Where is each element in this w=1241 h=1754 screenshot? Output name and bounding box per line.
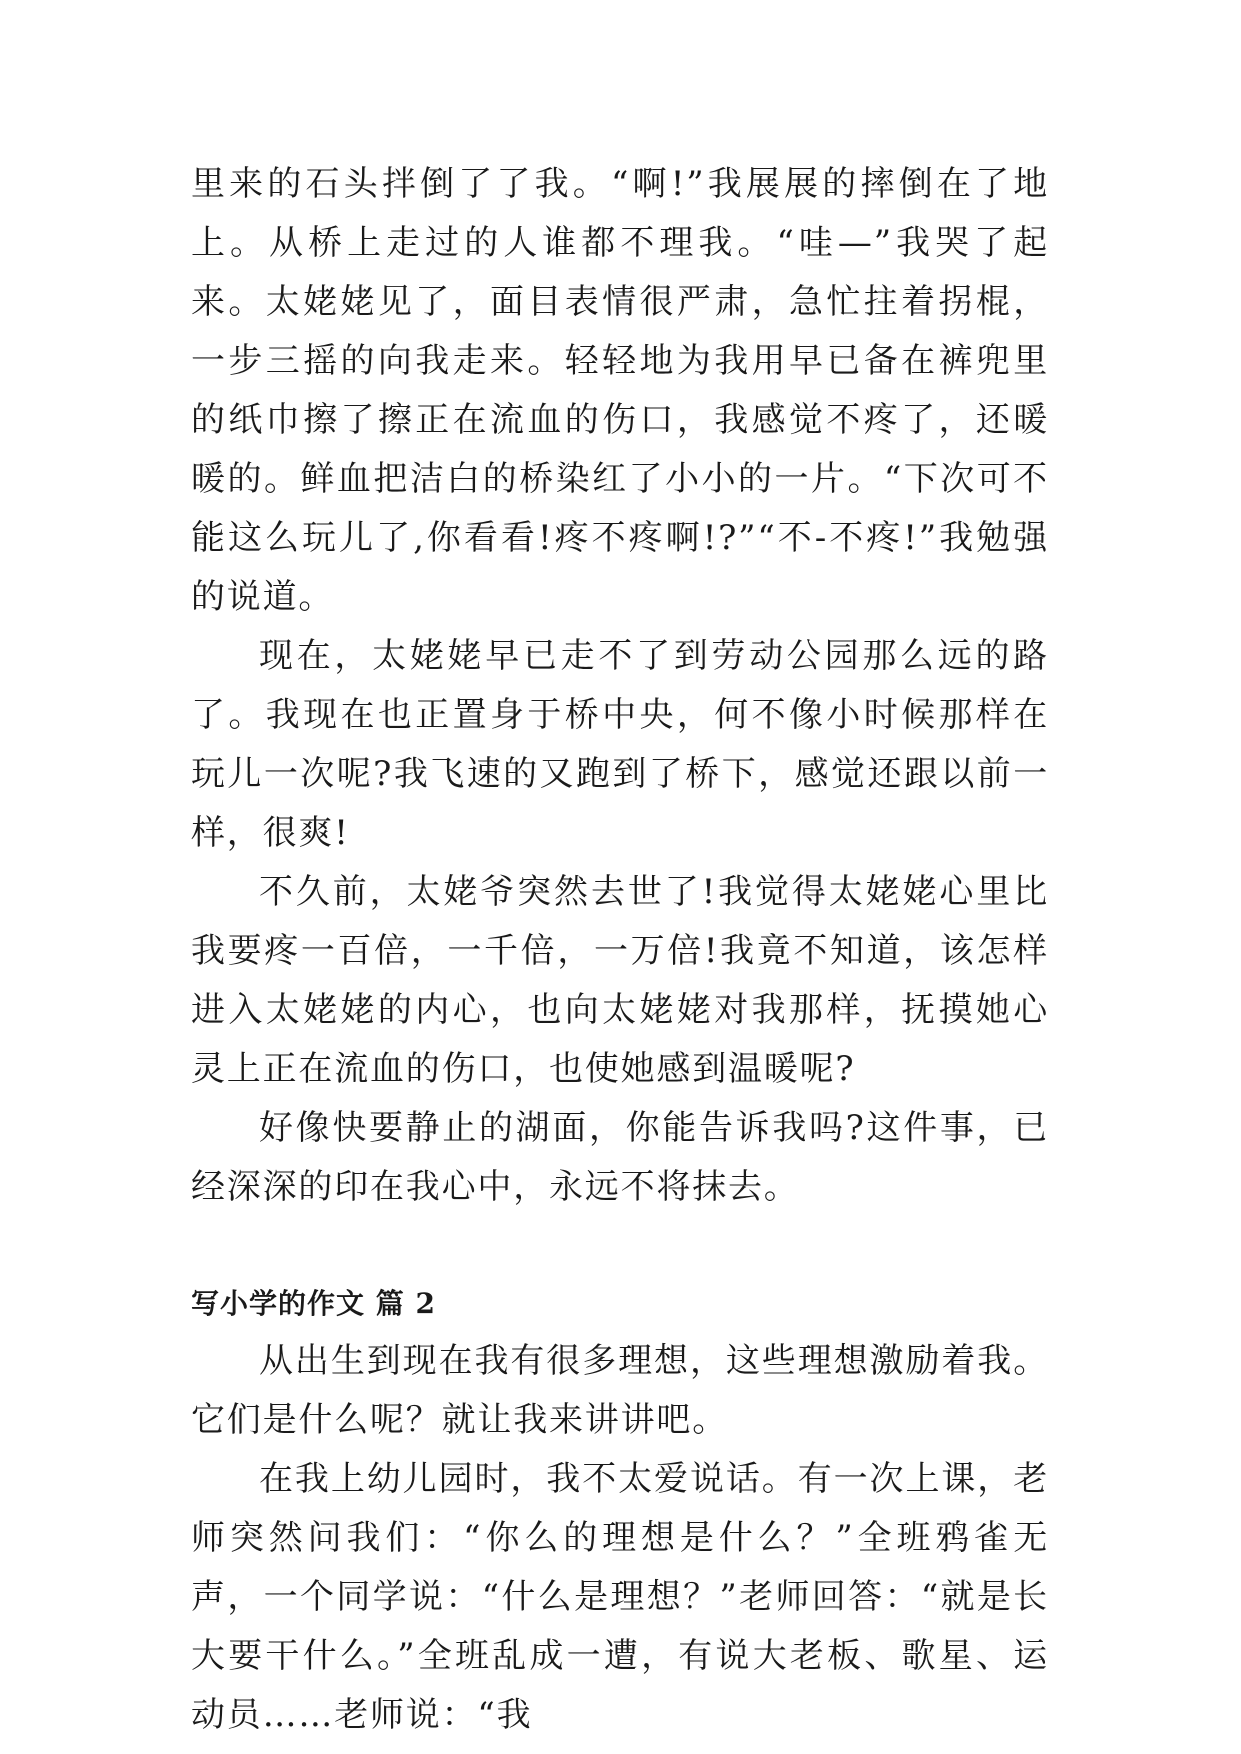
paragraph-kindergarten: 在我上幼儿园时，我不太爱说话。有一次上课，老师突然问我们：“你么的理想是什么？”全班鸦雀无声，一个同学说：“什么是理想？”老师回答：“就是长大要干什么。”全班乱成一遭，有说大老板、歌星、运动员……老师说：“我 (191, 1459, 1049, 1735)
paragraph-ideals-intro: 从出生到现在我有很多理想，这些理想激励着我。它们是什么呢？就让我来讲讲吧。 (191, 1341, 1049, 1440)
document-page (191, 155, 1049, 1745)
section-title: 写小学的作文 篇 2 (191, 1287, 436, 1320)
paragraph-lake-surface: 好像快要静止的湖面，你能告诉我吗?这件事，已经深深的印在我心中，永远不将抹去。 (191, 1108, 1049, 1207)
paragraph-great-grandfather-passed: 不久前，太姥爷突然去世了!我觉得太姥姥心里比我要疼一百倍，一千倍，一万倍!我竟不知道，该怎样进入太姥姥的内心，也向太姥姥对我那样，抚摸她心灵上正在流血的伤口，也使她感到温暖呢? (191, 872, 1049, 1089)
paragraph-now-on-bridge: 现在，太姥姥早已走不了到劳动公园那么远的路了。我现在也正置身于桥中央，何不像小时候那样在玩儿一次呢?我飞速的又跑到了桥下，感觉还跟以前一样，很爽! (191, 636, 1049, 853)
paragraph-fall-on-bridge: 里来的石头拌倒了了我。“啊!”我展展的摔倒在了地上。从桥上走过的人谁都不理我。“哇—”我哭了起来。太姥姥见了，面目表情很严肃，急忙拄着拐棍，一步三摇的向我走来。轻轻地为我用早已备在裤兜里的纸巾擦了擦正在流血的伤口，我感觉不疼了，还暖暖的。鲜血把洁白的桥染红了小小的一片。“下次可不能这么玩儿了,你看看!疼不疼啊!?”“不-不疼!”我勉强的说道。 (191, 164, 1049, 617)
